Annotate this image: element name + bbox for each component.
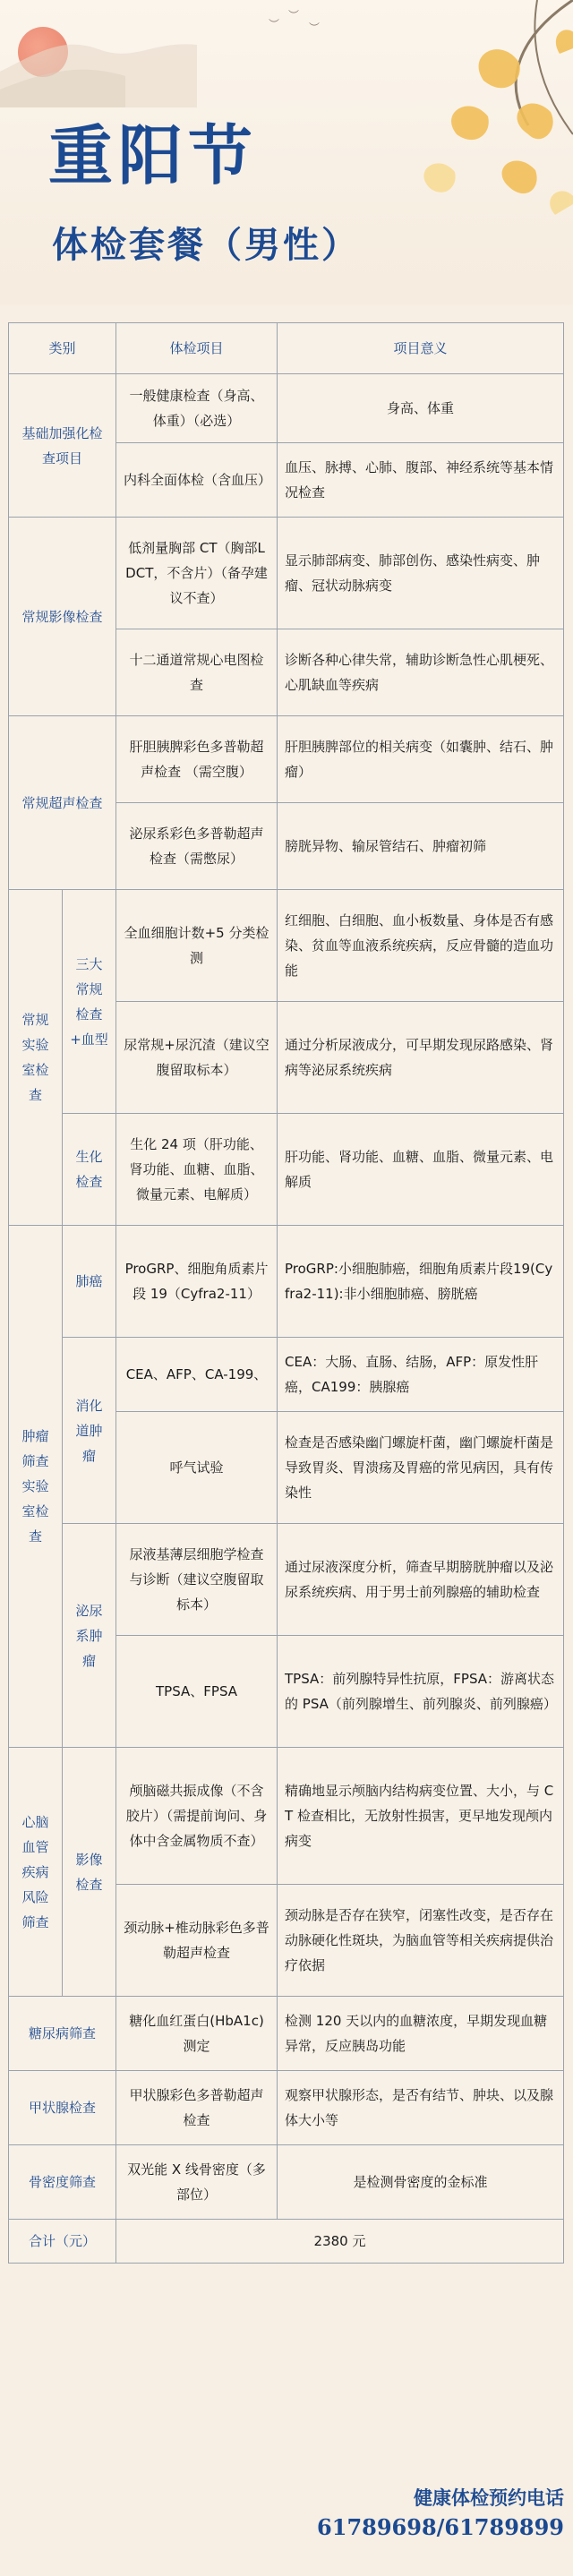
meaning-cell: CEA：大肠、直肠、结肠，AFP：原发性肝癌，CA199：胰腺癌	[278, 1338, 564, 1412]
item-cell: 肝胆胰脾彩色多普勒超声检查 （需空腹）	[116, 716, 278, 803]
subcategory-cell: 肺癌	[63, 1226, 116, 1338]
subcategory-cell: 生化检查	[63, 1114, 116, 1226]
item-cell: 低剂量胸部 CT（胸部LDCT，不含片）（备孕建议不查）	[116, 518, 278, 629]
mountain-decoration	[0, 0, 269, 107]
page-subtitle: 体检套餐（男性）	[52, 225, 360, 266]
item-cell: 糖化血红蛋白(HbA1c)测定	[116, 1997, 278, 2071]
meaning-cell: 检查是否感染幽门螺旋杆菌，幽门螺旋杆菌是导致胃炎、胃溃疡及胃癌的常见病因，具有传染性	[278, 1412, 564, 1524]
table-row	[9, 716, 564, 803]
meaning-cell: 肝功能、肾功能、血糖、血脂、微量元素、电解质	[278, 1114, 564, 1226]
meaning-cell: 是检测骨密度的金标准	[278, 2145, 564, 2220]
table-row	[9, 2071, 564, 2145]
total-label: 合计（元）	[9, 2220, 116, 2264]
table-row	[9, 1524, 564, 1636]
header-item: 体检项目	[116, 323, 278, 374]
booking-label: 健康体检预约电话	[414, 2486, 564, 2509]
category-cell: 基础加强化检查项目	[9, 374, 116, 518]
item-cell: 甲状腺彩色多普勒超声检查	[116, 2071, 278, 2145]
item-cell: ProGRP、细胞角质素片段 19（Cyfra2-11）	[116, 1226, 278, 1338]
subcategory-cell: 消化道肿瘤	[63, 1338, 116, 1524]
total-row	[9, 2220, 564, 2264]
header-meaning: 项目意义	[278, 323, 564, 374]
category-cell: 糖尿病筛查	[9, 1997, 116, 2071]
table-header-row	[9, 323, 564, 374]
item-cell: CEA、AFP、CA-199、	[116, 1338, 278, 1412]
header-banner	[0, 0, 573, 304]
category-cell: 常规超声检查	[9, 716, 116, 890]
table-row	[9, 1226, 564, 1338]
meaning-cell: 显示肺部病变、肺部创伤、感染性病变、肿瘤、冠状动脉病变	[278, 518, 564, 629]
booking-phone: 61789698/61789899	[317, 2514, 564, 2540]
item-cell: 十二通道常规心电图检查	[116, 629, 278, 716]
meaning-cell: 红细胞、白细胞、血小板数量、身体是否有感染、贫血等血液系统疾病，反应骨髓的造血功能	[278, 890, 564, 1002]
meaning-cell: 通过分析尿液成分，可早期发现尿路感染、肾病等泌尿系统疾病	[278, 1002, 564, 1114]
item-cell: 生化 24 项（肝功能、肾功能、血糖、血脂、微量元素、电解质）	[116, 1114, 278, 1226]
subcategory-cell: 三大常规检查+血型	[63, 890, 116, 1114]
category-cell: 心脑血管疾病风险筛查	[9, 1748, 63, 1997]
item-cell: 一般健康检查（身高、体重）（必选）	[116, 374, 278, 443]
total-value: 2380 元	[116, 2220, 564, 2264]
item-cell: 尿液基薄层细胞学检查与诊断（建议空腹留取标本）	[116, 1524, 278, 1636]
item-cell: 双光能 X 线骨密度（多部位）	[116, 2145, 278, 2220]
table-row	[9, 374, 564, 443]
table-row	[9, 1338, 564, 1412]
table-row	[9, 518, 564, 629]
subcategory-cell: 影像检查	[63, 1748, 116, 1997]
category-cell: 常规实验室检查	[9, 890, 63, 1226]
meaning-cell: ProGRP:小细胞肺癌，细胞角质素片段19(Cyfra2-11):非小细胞肺癌、膀胱癌	[278, 1226, 564, 1338]
table-row	[9, 890, 564, 1002]
category-cell: 骨密度筛查	[9, 2145, 116, 2220]
category-cell: 常规影像检查	[9, 518, 116, 716]
meaning-cell: 肝胆胰脾部位的相关病变（如囊肿、结石、肿瘤）	[278, 716, 564, 803]
meaning-cell: 精确地显示颅脑内结构病变位置、大小，与 CT 检查相比，无放射性损害，更早地发现颅内病变	[278, 1748, 564, 1885]
checkup-table-container	[8, 322, 563, 2264]
meaning-cell: 颈动脉是否存在狭窄，闭塞性改变，是否存在动脉硬化性斑块，为脑血管等相关疾病提供治疗依据	[278, 1885, 564, 1997]
item-cell: 颈动脉+椎动脉彩色多普勒超声检查	[116, 1885, 278, 1997]
item-cell: 内科全面体检（含血压）	[116, 443, 278, 518]
meaning-cell: 身高、体重	[278, 374, 564, 443]
category-cell: 甲状腺检查	[9, 2071, 116, 2145]
table-row	[9, 1748, 564, 1885]
meaning-cell: 观察甲状腺形态，是否有结节、肿块、以及腺体大小等	[278, 2071, 564, 2145]
bird-icon: ︶	[269, 18, 280, 30]
bird-icon: ︶	[288, 9, 300, 21]
checkup-table	[8, 322, 564, 2264]
table-row	[9, 1114, 564, 1226]
meaning-cell: TPSA：前列腺特异性抗原，FPSA：游离状态的 PSA（前列腺增生、前列腺炎、前列腺癌）	[278, 1636, 564, 1748]
item-cell: TPSA、FPSA	[116, 1636, 278, 1748]
header-category: 类别	[9, 323, 116, 374]
meaning-cell: 膀胱异物、输尿管结石、肿瘤初筛	[278, 803, 564, 890]
item-cell: 全血细胞计数+5 分类检测	[116, 890, 278, 1002]
item-cell: 呼气试验	[116, 1412, 278, 1524]
page-title: 重阳节	[48, 117, 259, 193]
meaning-cell: 通过尿液深度分析，筛查早期膀胱肿瘤以及泌尿系统疾病、用于男士前列腺癌的辅助检查	[278, 1524, 564, 1636]
item-cell: 尿常规+尿沉渣（建议空腹留取标本）	[116, 1002, 278, 1114]
meaning-cell: 诊断各种心律失常，辅助诊断急性心肌梗死、心肌缺血等疾病	[278, 629, 564, 716]
category-cell: 肿瘤筛查实验室检查	[9, 1226, 63, 1748]
booking-footer	[317, 2484, 564, 2543]
item-cell: 泌尿系彩色多普勒超声检查（需憋尿）	[116, 803, 278, 890]
subcategory-cell: 泌尿系肿瘤	[63, 1524, 116, 1748]
item-cell: 颅脑磁共振成像（不含胶片）（需提前询问、身体中含金属物质不查）	[116, 1748, 278, 1885]
table-row	[9, 2145, 564, 2220]
meaning-cell: 检测 120 天以内的血糖浓度，早期发现血糖异常，反应胰岛功能	[278, 1997, 564, 2071]
meaning-cell: 血压、脉搏、心肺、腹部、神经系统等基本情况检查	[278, 443, 564, 518]
table-row	[9, 1997, 564, 2071]
bird-icon: ︶	[309, 21, 321, 34]
